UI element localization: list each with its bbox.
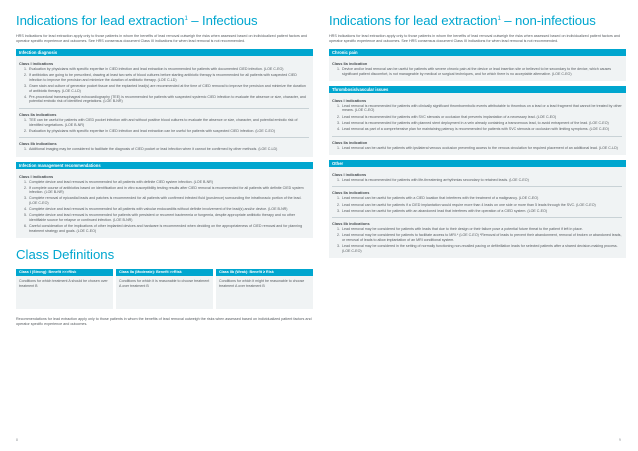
definition-card-class-iib (216, 269, 313, 309)
class-label: Class IIa indications (332, 190, 370, 196)
class-label: Class IIb indications (332, 221, 370, 227)
list-item: 1. Device and/or lead removal can be useful for patients with severe chronic pain at the device or lead insertion site or believed to be secondary to the device, which causes significant patient discomfort, is not manageable by medical or surgical techniques, and for which there is no acceptable alternative. (LOE C-EO) (341, 67, 622, 76)
class-label: Class IIa indications (19, 111, 57, 117)
class-label: Class IIa indication (332, 61, 368, 66)
list-item: 1. Lead removal can be useful for patients with ipsilateral venous occlusion preventing access to the venous circulation for required placement of an additional lead. (LOE C-LD) (341, 146, 622, 151)
list-item: 4. Lead removal as part of a comprehensive plan for maintaining patency is recommended for patients with SVC stenosis or occlusion with limiting symptoms. (LOE C-EO) (341, 127, 622, 132)
class-label: Class IIa indication (332, 139, 368, 145)
section-infection-management (16, 169, 313, 239)
list-item: 2. Lead removal may be considered for patients to facilitate access to MRI.* (LOE C-EO) *Removal of leads to prevent their abandonment, removal of broken or abandoned leads, or removal of leads to allow implantation of an MRI conditional system. (341, 233, 622, 242)
page-number-right: 9 (619, 438, 621, 442)
intro-text: HRS indications for lead extraction apply only to those patients in whom the benefits of lead removal outweigh the risks when assessed based on individualized patient factors and operator specific experience and outcomes. See HRS consensus document Class III indications for when lead removal is not recommended. (16, 34, 308, 43)
list-item: 2. If complete course of antibiotics based on identification and in vitro susceptibility testing results after CIED removal is recommended for all patients with definite CIED system infection. (LOE B-NR) (28, 186, 309, 195)
list-item: 2. Evaluation by physicians with specific expertise in CIED infection and lead extraction can be useful for patients with suspected CIED infection. (LOE C-EO) (28, 129, 309, 134)
indication-list (332, 104, 622, 132)
divider (332, 186, 622, 187)
list-item: 1. Lead removal is recommended for patients with clinically significant thromboembolic events attributable to thrombus on a lead or a lead fragment that cannot be treated by other means. (LOE C-EO) (341, 104, 622, 113)
section-header-thrombosis: Thrombosis/vascular issues (329, 86, 626, 93)
page-number-left: 8 (16, 438, 18, 442)
list-item: 3. Lead removal may be considered in the setting of normally functioning non-recalled pacing or defibrillation leads for selected patients after a shared decision-making process. (LOE C-EO) (341, 244, 622, 253)
class-definitions (16, 269, 313, 309)
left-page (16, 0, 313, 327)
indication-list (19, 67, 309, 104)
list-item: 1. Evaluation by physicians with specific expertise in CIED infection and lead extraction is recommended for patients with documented CIED infection. (LOE C-EO) (28, 67, 309, 72)
list-item: 1. Lead removal may be considered for patients with leads that due to their design or their failure pose a potential future threat to the patient if left in place. (341, 227, 622, 232)
section-chronic-pain (329, 56, 626, 81)
list-item: 5. Complete device and lead removal is recommended for patients with persistent or recurrent bacteremia or fungemia, despite appropriate antibiotic therapy and no other identifiable source for relapse or continued infection. (LOE B-NR) (28, 213, 309, 222)
list-item: 4. Pre-procedural transesophageal echocardiography (TEE) is recommended for patients with suspected systemic CIED infection to evaluate the absence or size, character, and potential embolic risk of identified vegetations. (LOE B-NR) (28, 95, 309, 104)
section-header-chronic-pain: Chronic pain (329, 49, 626, 56)
indication-list (19, 180, 309, 234)
indication-list (332, 178, 622, 183)
list-item: 3. Lead removal is recommended for patients with planned stent deployment in a vein already containing a transvenous lead, to avoid entrapment of the lead. (LOE C-EO) (341, 121, 622, 126)
section-header-other: Other (329, 160, 626, 167)
footnote: Recommendations for lead extraction apply only to those patients in whom the benefits of lead removal outweigh the risks when assessed based on individualized patient factors and operator specific experience and outcomes. (16, 317, 312, 326)
definition-card-header: Class IIa (Moderate): Benefit >>Risk (116, 269, 213, 276)
list-item: 3. Gram stain and culture of generator pocket tissue and the explanted lead(s) are recommended at the time of CIED removal to improve the precision and minimize the duration of antibiotic therapy. (LOE C-LD) (28, 84, 309, 93)
right-page (329, 0, 626, 258)
list-item: 1. Lead removal is recommended for patients with life-threatening arrhythmias secondary to retained leads. (LOE C-EO) (341, 178, 622, 183)
definition-card-class-i (16, 269, 113, 309)
section-header-infection-diagnosis: Infection diagnosis (16, 49, 313, 56)
list-item: 4. Complete device and lead removal is recommended for all patients with valvular endocarditis without definite involvement of the lead(s) and/or device. (LOE B-NR) (28, 207, 309, 212)
list-item: 1. Lead removal can be useful for patients with a CIED location that interferes with the treatment of a malignancy. (LOE C-EO) (341, 196, 622, 201)
section-header-infection-management: Infection management recommendations (16, 162, 313, 169)
indication-list (19, 118, 309, 133)
section-thrombosis (329, 93, 626, 155)
divider (19, 137, 309, 138)
list-item: 1. Complete device and lead removal is recommended for all patients with definite CIED system infection. (LOE B-NR) (28, 180, 309, 185)
list-item: 2. Lead removal is recommended for patients with SVC stenosis or occlusion that prevents implantation of a necessary lead. (LOE C-EO) (341, 115, 622, 120)
list-item: 2. Lead removal can be useful for patients if a CIED implantation would require more than 4 leads on one side or more than 5 leads through the SVC. (LOE C-EO) (341, 203, 622, 208)
class-label: Class I indications (332, 97, 367, 103)
divider (332, 217, 622, 218)
class-label: Class I indications (332, 171, 367, 177)
intro-text: HRS indications for lead extraction apply only to those patients in whom the benefits of lead removal outweigh the risks when assessed based on individualized patient factors and operator specific experience and outcomes. See HRS consensus document Class III indications for when lead removal is not recommended. (329, 34, 621, 43)
definition-card-class-iia (116, 269, 213, 309)
class-label: Class I indications (19, 61, 54, 66)
list-item: 3. Complete removal of epicardial leads and patches is recommended for all patients with confirmed infected fluid (purulence) surrounding the intrathoracic portion of the lead. (LOE C-EO) (28, 196, 309, 205)
page-title-infectious: Indications for lead extraction$^1$ – Infectious (16, 13, 258, 28)
definition-card-body: Conditions for which it is reasonable to choose treatment A over treatment B (119, 279, 210, 288)
class-label: Class IIb indications (19, 141, 57, 147)
section-infection-diagnosis (16, 56, 313, 157)
class-label: Class I indications (19, 173, 54, 179)
list-item: 2. If antibiotics are going to be prescribed, drawing at least two sets of blood cultures before starting antibiotic therapy is recommended for all patients with suspected CIED infection to improve the precision and minimize the duration of antibiotic therapy. (LOE C-LD) (28, 73, 309, 82)
list-item: 1. TEE can be useful for patients with CIED pocket infection with and without positive blood cultures to evaluate the absence or size, character, and potential embolic risk of identified vegetations. (LOE B-NR) (28, 118, 309, 127)
list-item: 3. Lead removal can be useful for patients with an abandoned lead that interferes with the operation of a CIED system. (LOE C-EO) (341, 209, 622, 214)
definition-card-body: Conditions for which treatment A should be chosen over treatment B (19, 279, 108, 288)
section-other (329, 167, 626, 258)
page-title-non-infectious: Indications for lead extraction$^1$ – non-infectious (329, 13, 596, 28)
list-item: 6. Careful consideration of the implications of other implanted devices and hardware is recommended when deciding on the appropriateness of CIED removal and for planning treatment strategy and goals. (LOE C-EO) (28, 224, 309, 233)
indication-list (332, 227, 622, 253)
definition-card-header: Class I (Strong): Benefit >>>Risk (16, 269, 113, 276)
definition-card-header: Class IIb (Weak): Benefit ≥ Risk (216, 269, 313, 276)
indication-list (19, 147, 309, 152)
divider (332, 136, 622, 137)
indication-list (332, 67, 622, 76)
list-item: 1. Additional imaging may be considered to facilitate the diagnosis of CIED pocket or lead infection when it cannot be confirmed by other methods. (LOE C-LD) (28, 147, 309, 152)
indication-list (332, 196, 622, 213)
divider (19, 108, 309, 109)
class-definitions-title: Class Definitions (16, 247, 115, 262)
definition-card-body: Conditions for which it might be reasonable to choose treatment A over treatment B (219, 279, 305, 288)
indication-list (332, 146, 622, 151)
